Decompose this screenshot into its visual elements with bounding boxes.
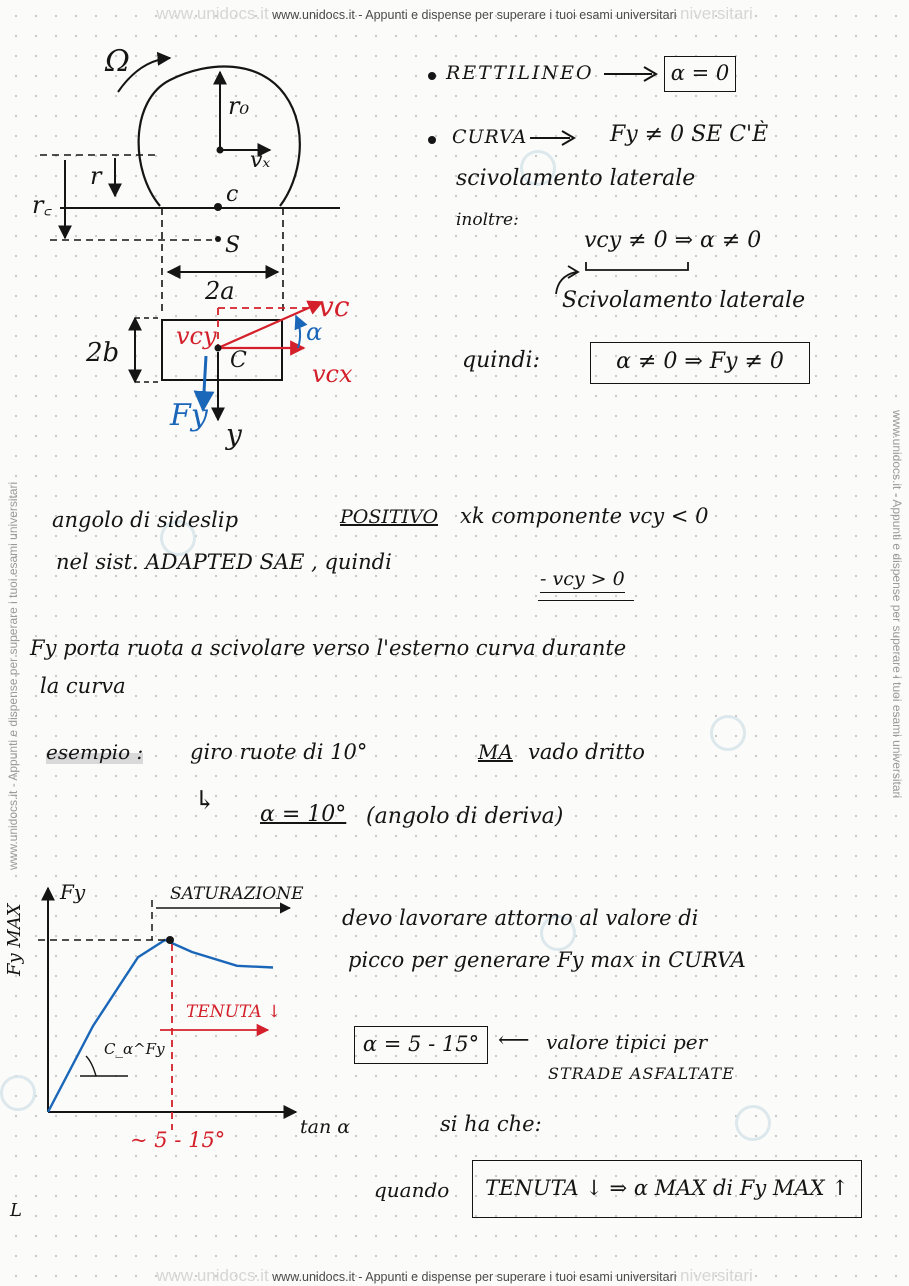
esempio-label: esempio : [46, 740, 144, 764]
right-text-line1: devo lavorare attorno al valore di [342, 906, 699, 930]
esempio-line1-a: giro ruote di 10° [190, 740, 368, 764]
fy-text-line1: Fy porta ruota a scivolare verso l'esterno curva durante [30, 636, 627, 660]
vcx-label: vcx [312, 360, 353, 388]
fy-curve [48, 940, 273, 1112]
c-alpha-label: C_α^Fy [104, 1040, 165, 1058]
rettilineo-text: RETTILINEO [446, 62, 594, 84]
curva-text: CURVA [452, 126, 528, 148]
side-watermark-left: www.unidocs.it - Appunti e dispense per superare i tuoi esami universitari [6, 481, 20, 870]
side-watermark-right: www.unidocs.it - Appunti e dispense per superare i tuoi esami universitari [890, 410, 904, 799]
tipici-line2: STRADE ASFALTATE [548, 1064, 735, 1083]
watermark-logo [710, 715, 746, 751]
quindi-text: quindi: [462, 348, 540, 373]
inoltre-text: inoltre: [456, 210, 519, 230]
sideslip-line1-a: angolo di sideslip [52, 508, 239, 532]
omega-label: Ω [105, 44, 130, 79]
positivo-text: POSITIVO [340, 506, 439, 528]
si-ha-text: si ha che: [440, 1112, 542, 1136]
minus-vcy-text: - vcy > 0 [540, 568, 625, 593]
curva-condition: Fy ≠ 0 SE C'È [610, 122, 769, 147]
two-b-label: 2b [86, 338, 120, 368]
alpha-range-box: α = 5 - 15° [354, 1026, 488, 1064]
scivolamento-text-1: scivolamento laterale [456, 166, 696, 191]
tenuta-label: TENUTA ↓ [186, 1002, 282, 1022]
sideslip-line2: nel sist. ADAPTED SAE , quindi [56, 550, 392, 574]
C-label: C [230, 348, 247, 373]
page-mark: L [10, 1200, 22, 1221]
bullet-icon [428, 72, 436, 80]
two-a-label: 2a [205, 277, 235, 305]
watermark-logo [735, 1105, 771, 1141]
header-text: www.unidocs.it - Appunti e dispense per superare i tuoi esami universitari [272, 8, 677, 22]
quando-text: quando [374, 1178, 450, 1202]
vc-label: vc [318, 290, 350, 323]
tipici-line1: valore tipici per [546, 1030, 708, 1054]
arrow-icon [600, 64, 660, 84]
quindi-box: α ≠ 0 ⇒ Fy ≠ 0 [590, 342, 810, 384]
peak-point [166, 936, 174, 944]
vcy-alpha-line: vcy ≠ 0 ⇒ α ≠ 0 [584, 228, 762, 253]
sideslip-line1-b: xk componente vcy < 0 [460, 504, 709, 528]
alpha-label: α [306, 318, 323, 346]
y-label: y [226, 418, 242, 451]
vx-label: vₓ [250, 148, 271, 173]
left-arrow-icon: ⟵ [498, 1028, 530, 1053]
fy-label: Fy [170, 398, 208, 433]
final-box: TENUTA ↓ ⇒ α MAX di Fy MAX ↑ [472, 1160, 862, 1218]
chart-ymax-label: Fy MAX [4, 903, 25, 976]
s-label: S [225, 233, 241, 258]
page-header: www.unidocs.it www.unidocs.it - Appunti e dispense per superare i tuoi esami universitari niversitari [156, 4, 753, 23]
r0-label: r₀ [228, 92, 250, 120]
arrow-icon [528, 128, 578, 148]
bullet-icon [428, 136, 436, 144]
vcy-label: vcy [176, 322, 217, 350]
scivolamento-text-2: Scivolamento laterale [562, 288, 806, 313]
rc-label: r꜀ [32, 191, 52, 219]
rettilineo-box: α = 0 [664, 56, 736, 92]
chart-ylabel: Fy [60, 880, 86, 904]
double-underline [538, 600, 634, 601]
chart-xlabel: tan α [300, 1116, 351, 1138]
saturazione-label: SATURAZIONE [170, 884, 304, 904]
esempio-line1-b: vado dritto [528, 740, 645, 764]
ma-text: MA [478, 740, 513, 764]
chart-x-range: ~ 5 - 15° [130, 1128, 226, 1152]
alpha-10-text: α = 10° [260, 802, 347, 827]
esempio-line2: (angolo di deriva) [366, 804, 564, 829]
fy-text-line2: la curva [40, 674, 126, 698]
page-footer: www.unidocs.it www.unidocs.it - Appunti e dispense per superare i tuoi esami universitari niversitari [156, 1266, 753, 1285]
right-text-line2: picco per generare Fy max in CURVA [348, 948, 746, 972]
footer-text: www.unidocs.it - Appunti e dispense per superare i tuoi esami universitari [272, 1270, 677, 1284]
sub-arrow-icon: ↳ [194, 786, 216, 816]
c-label: c [226, 182, 239, 207]
r-label: r [90, 162, 102, 190]
